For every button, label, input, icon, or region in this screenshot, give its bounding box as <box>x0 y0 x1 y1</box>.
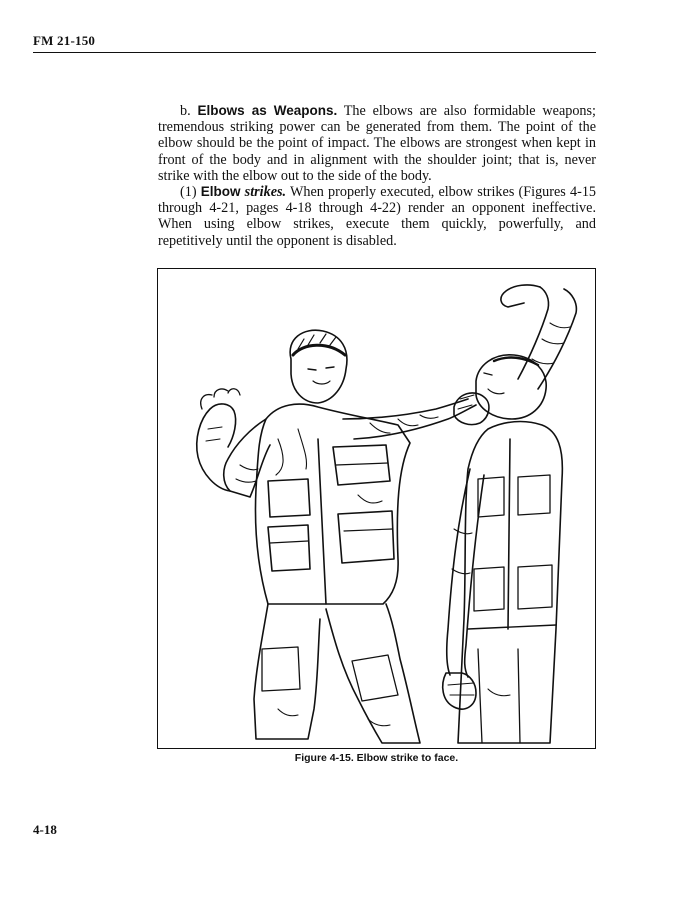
page-number: 4-18 <box>33 822 57 837</box>
paragraph-1-heading: Elbow <box>200 184 241 200</box>
body-text <box>158 103 596 249</box>
elbow-strike-illustration <box>158 269 594 747</box>
paragraph-1-heading-italic: strikes. <box>244 184 287 201</box>
document-id: FM 21-150 <box>33 33 96 48</box>
figure-frame <box>157 268 596 749</box>
paragraph-b-heading: Elbows as Weapons. <box>197 103 338 118</box>
paragraph-1-text: When properly executed, elbow strikes (Figures 4-15 through 4-21, pages 4-18 through 4-22) render an opponent ineffective. When using elbow strikes, execute them quickly, powerfully, and repetitively until the opponent is disabled. <box>158 184 597 249</box>
figure-caption: Figure 4-15. Elbow strike to face. <box>294 752 459 764</box>
running-header <box>33 30 596 53</box>
paragraph-1-marker: (1) <box>180 184 197 201</box>
paragraph-1 <box>158 184 596 249</box>
paragraph-b-text: The elbows are also formidable weapons; tremendous striking power can be generated from them. The point of the elbow should be the point of impact. The elbows are strongest when kept in front of the body and in alignment with the shoulder joint; that is, never strike with the elbow out to the side of the body. <box>158 103 596 184</box>
paragraph-b-marker: b. <box>180 103 191 119</box>
paragraph-b <box>158 103 596 184</box>
